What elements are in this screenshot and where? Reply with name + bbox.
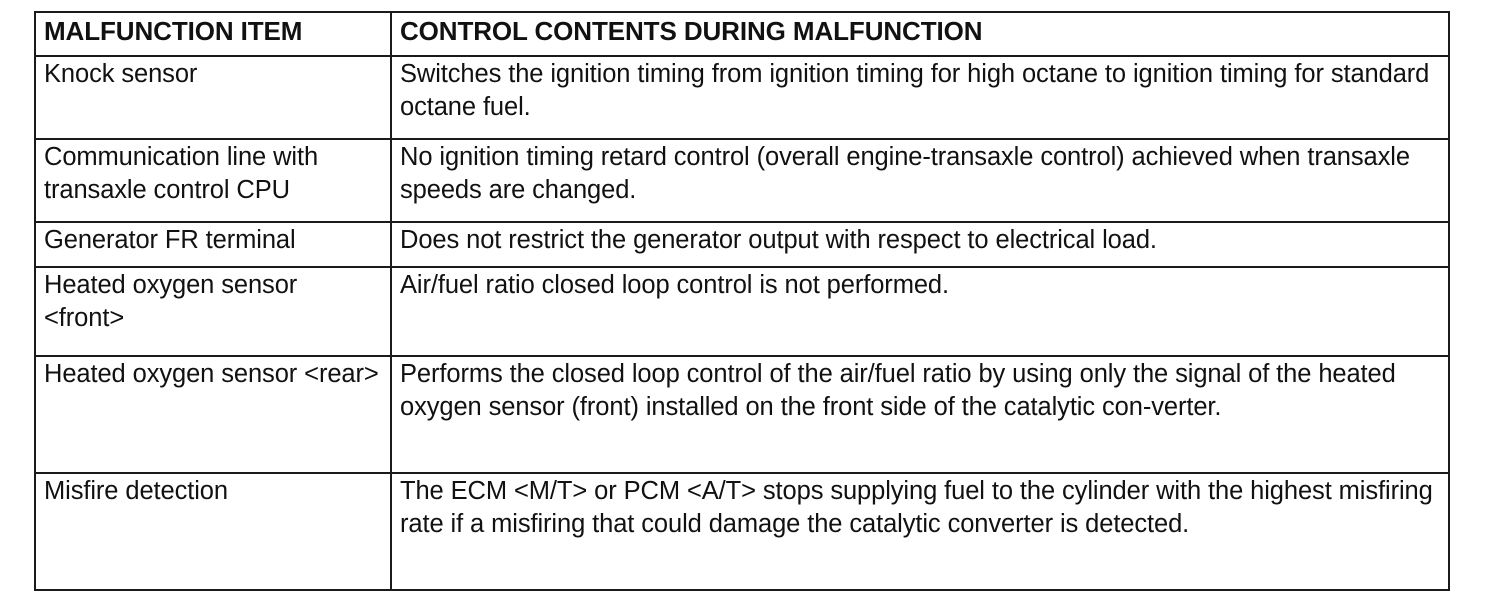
header-control-contents: CONTROL CONTENTS DURING MALFUNCTION [391, 12, 1449, 56]
table-row [35, 473, 1449, 590]
malfunction-control-table [34, 11, 1450, 591]
table-row [35, 139, 1449, 222]
control-contents-cell: No ignition timing retard control (overall engine-transaxle control) achieved when transaxle speeds are changed. [391, 139, 1449, 222]
malfunction-table-container [34, 11, 1448, 591]
header-malfunction-item: MALFUNCTION ITEM [35, 12, 391, 56]
control-contents-cell: The ECM <M/T> or PCM <A/T> stops supplying fuel to the cylinder with the highest misfiring rate if a misfiring that could damage the catalytic converter is detected. [391, 473, 1449, 590]
malfunction-item-cell: Communication line with transaxle control CPU [35, 139, 391, 222]
control-contents-cell: Switches the ignition timing from ignition timing for high octane to ignition timing for standard octane fuel. [391, 56, 1449, 139]
table-row [35, 222, 1449, 267]
table-row [35, 56, 1449, 139]
malfunction-item-cell: Misfire detection [35, 473, 391, 590]
control-contents-cell: Performs the closed loop control of the air/fuel ratio by using only the signal of the heated oxygen sensor (front) installed on the front side of the catalytic con-verter. [391, 356, 1449, 473]
malfunction-item-cell: Generator FR terminal [35, 222, 391, 267]
table-row [35, 267, 1449, 356]
table-header-row [35, 12, 1449, 56]
malfunction-item-cell: Knock sensor [35, 56, 391, 139]
control-contents-cell: Does not restrict the generator output with respect to electrical load. [391, 222, 1449, 267]
malfunction-item-cell: Heated oxygen sensor <front> [35, 267, 391, 356]
control-contents-cell: Air/fuel ratio closed loop control is not performed. [391, 267, 1449, 356]
malfunction-item-cell: Heated oxygen sensor <rear> [35, 356, 391, 473]
table-row [35, 356, 1449, 473]
